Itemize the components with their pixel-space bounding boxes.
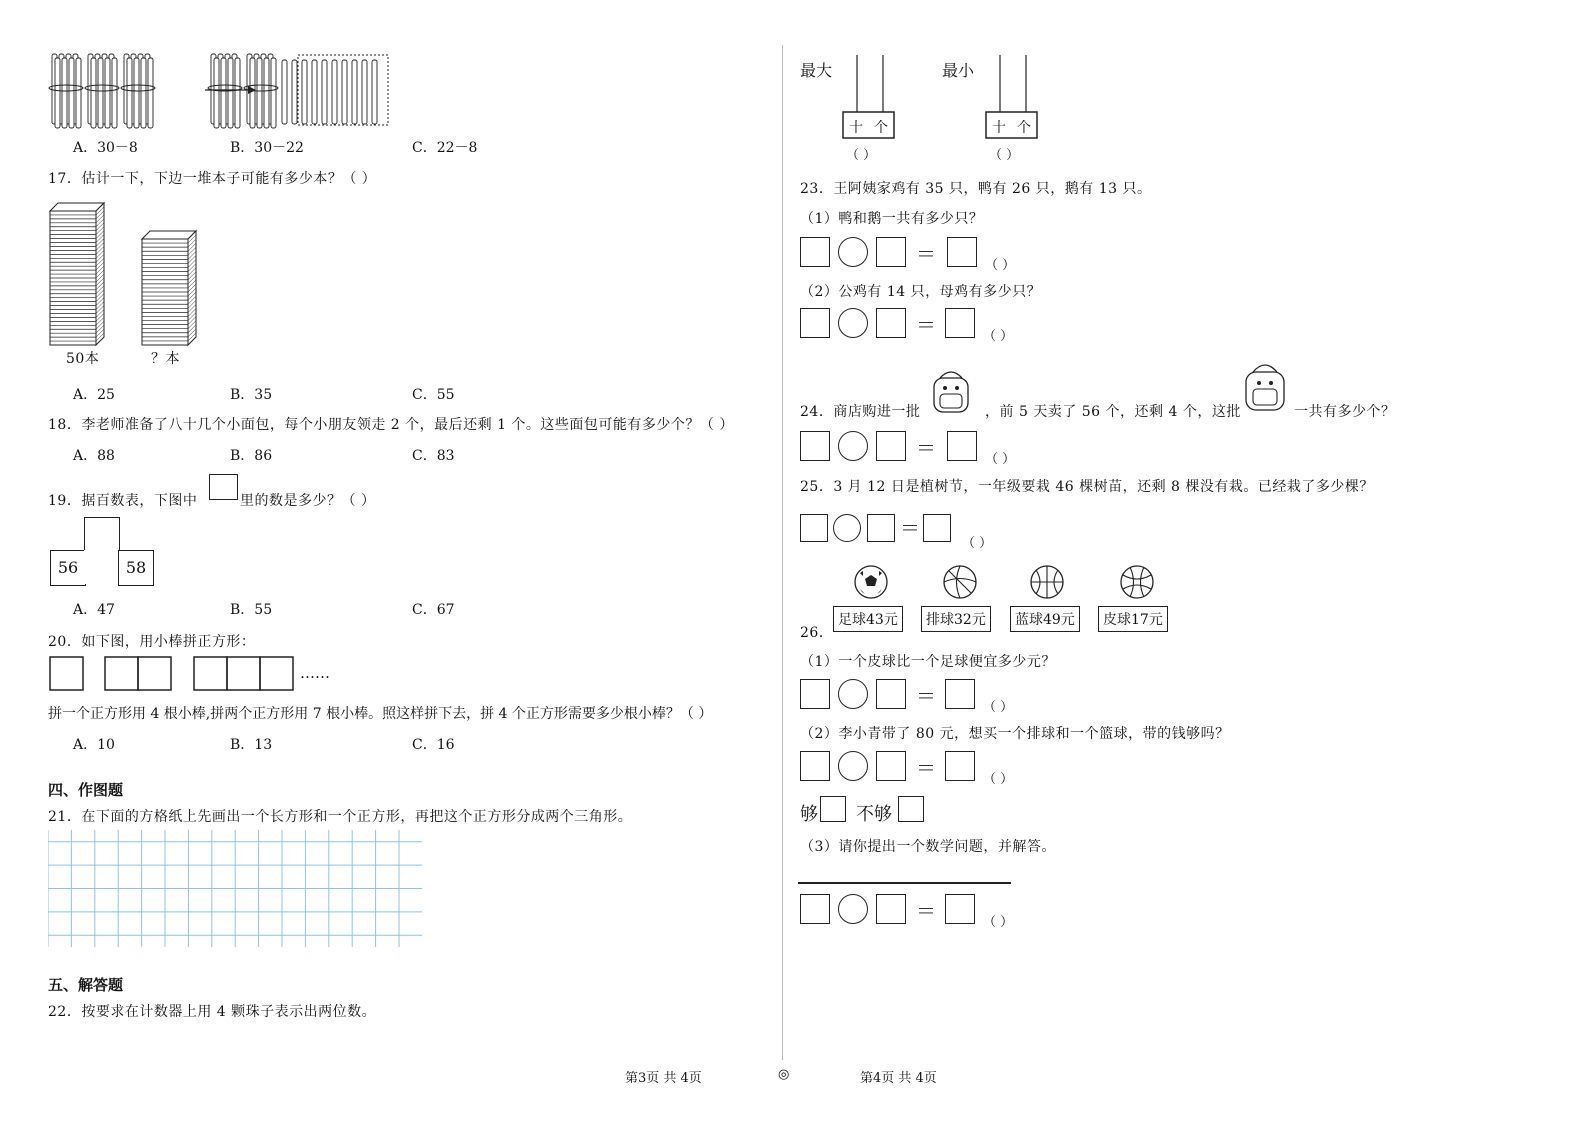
q19-left-box: 56 [50,550,86,586]
q26-1-box-b[interactable] [876,679,906,709]
page-divider [782,45,783,1060]
q25-box-result[interactable] [923,514,951,542]
q24-operator-circle[interactable] [838,431,868,461]
q25-box-b[interactable] [867,514,895,542]
q17-text: 17．估计一下，下边一堆本子可能有多少本？（ ） [48,171,377,187]
q25-operator-circle[interactable] [833,514,861,542]
q22-max-answer[interactable]: （ ） [846,148,877,163]
q25-box-a[interactable] [800,514,828,542]
q26-2-box-a[interactable] [800,751,830,781]
q17-book-stacks [45,198,215,348]
q23-sub2: （2）公鸡有 14 只，母鸡有多少只？ [800,284,1042,300]
q18-option-b[interactable]: B．86 [230,448,273,464]
footer-page-left: 第3页 共 4页 [625,1071,702,1086]
q26-number: 26． [800,625,834,641]
q26-price-rubber-ball: 皮球17元 [1098,606,1168,632]
basketball-icon [1028,563,1068,603]
q25-text: 25．3 月 12 日是植树节，一年级要栽 46 棵树苗，还剩 8 棵没有栽。已经栽了多少棵？ [800,479,1374,495]
q17-label-unknown: ？本 [151,351,180,367]
q20-ellipsis: …… [300,664,330,682]
q24-box-b[interactable] [876,431,906,461]
q26-price-soccer: 足球43元 [833,606,903,632]
q23-1-box-b[interactable] [876,237,906,267]
q22-min-answer[interactable]: （ ） [989,148,1020,163]
q17-option-a[interactable]: A．25 [73,387,115,403]
q23-1-box-a[interactable] [800,237,830,267]
q19-option-a[interactable]: A．47 [73,602,115,618]
q19-option-b[interactable]: B．55 [230,602,273,618]
q22-min-tens: 十 [992,120,1006,136]
q18-option-c[interactable]: C．83 [412,448,455,464]
q20-option-c[interactable]: C．16 [412,737,455,753]
q26-price-volleyball: 排球32元 [921,606,991,632]
section-4-heading: 四、作图题 [48,781,124,799]
q19-right-box: 58 [118,550,154,586]
q26-2-operator-circle[interactable] [838,751,868,781]
q26-2-box-b[interactable] [876,751,906,781]
q19-blank-cell [84,550,118,584]
q24-equals: ＝ [916,436,936,460]
q26-sub3: （3）请你提出一个数学问题，并解答。 [800,839,1056,855]
q22-min-ones: 个 [1017,120,1031,136]
q26-1-operator-circle[interactable] [838,679,868,709]
q20-text: 20．如下图，用小棒拼正方形： [48,634,256,650]
soccer-ball-icon [852,563,892,603]
q23-2-box-a[interactable] [800,308,830,338]
q18-text: 18．李老师准备了八十几个小面包，每个小朋友领走 2 个，最后还剩 1 个。这些面包可能有多少个？（ ） [48,417,734,433]
q16-option-a[interactable]: A．30－8 [73,140,138,156]
q23-1-unit[interactable]: （ ） [985,258,1016,273]
q16-option-c[interactable]: C．22－8 [412,140,478,156]
backpack-icon [926,364,976,416]
q26-not-enough-label: 不够 [856,804,892,825]
q23-2-unit[interactable]: （ ） [983,329,1014,344]
q23-1-equals: ＝ [916,242,936,266]
q25-unit[interactable]: （ ） [962,536,993,551]
q19-text-before: 19．据百数表，下图中 [48,493,198,509]
backpack-icon [1238,356,1292,414]
q26-3-unit[interactable]: （ ） [983,915,1014,930]
q26-1-unit[interactable]: （ ） [983,700,1014,715]
q24-unit[interactable]: （ ） [985,452,1016,467]
q24-part1: 24．商店购进一批 [800,404,921,420]
q23-2-box-b[interactable] [876,308,906,338]
q18-option-a[interactable]: A．88 [73,448,115,464]
q26-1-equals: ＝ [916,684,936,708]
q23-sub1: （1）鸭和鹅一共有多少只？ [800,211,984,227]
rubber-ball-icon [1118,563,1158,603]
q26-2-box-result[interactable] [945,751,975,781]
q16-sticks-figure [48,50,398,130]
volleyball-icon [941,563,981,603]
q23-1-box-result[interactable] [947,237,977,267]
q26-enough-checkbox[interactable] [820,796,846,822]
q26-3-box-a[interactable] [800,894,830,924]
q26-3-equals: ＝ [916,899,936,923]
q20-text2: 拼一个正方形用 4 根小棒,拼两个正方形用 7 根小棒。照这样拼下去，拼 4 个正方形需要多少根小棒？（ ） [48,706,713,722]
q21-grid-paper[interactable] [48,830,424,950]
q22-max-ones: 个 [874,120,888,136]
q26-3-box-result[interactable] [945,894,975,924]
q17-option-b[interactable]: B．35 [230,387,273,403]
q24-box-a[interactable] [800,431,830,461]
q23-2-box-result[interactable] [945,308,975,338]
q26-sub2: （2）李小青带了 80 元，想买一个排球和一个篮球，带的钱够吗？ [800,726,1230,742]
q24-box-result[interactable] [947,431,977,461]
q23-text: 23．王阿姨家鸡有 35 只，鸭有 26 只，鹅有 13 只。 [800,181,1152,197]
q19-inline-box [209,474,238,500]
q19-text-after: 里的数是多少？（ ） [240,493,376,509]
q22-text: 22．按要求在计数器上用 4 颗珠子表示出两位数。 [48,1004,377,1020]
q26-1-box-a[interactable] [800,679,830,709]
q26-3-question-line[interactable] [798,882,1011,884]
q17-option-c[interactable]: C．55 [412,387,455,403]
footer-page-right: 第4页 共 4页 [860,1071,937,1086]
q20-option-a[interactable]: A．10 [73,737,115,753]
section-5-heading: 五、解答题 [48,976,124,994]
q22-abacus-figures [835,55,1065,155]
q20-option-b[interactable]: B．13 [230,737,273,753]
q22-max-tens: 十 [849,120,863,136]
q19-top-box [84,517,120,553]
q23-1-operator-circle[interactable] [838,237,868,267]
footer-binding-mark: ◎ [778,1067,790,1082]
q25-equals: ＝ [900,516,920,540]
q23-2-equals: ＝ [916,313,936,337]
q17-label-50: 50本 [66,351,100,367]
q22-min-label: 最小 [942,61,975,80]
q26-2-unit[interactable]: （ ） [983,772,1014,787]
q26-price-basketball: 蓝球49元 [1010,606,1080,632]
q16-option-b[interactable]: B．30－22 [230,140,304,156]
q26-3-box-b[interactable] [876,894,906,924]
q24-part3: 一共有多少个？ [1294,404,1396,420]
q19-option-c[interactable]: C．67 [412,602,455,618]
q21-text: 21．在下面的方格纸上先画出一个长方形和一个正方形，再把这个正方形分成两个三角形。 [48,809,633,825]
q26-not-enough-checkbox[interactable] [898,796,924,822]
q24-part2: ，前 5 天卖了 56 个，还剩 4 个，这批 [985,404,1241,420]
q22-max-label: 最大 [800,61,833,80]
q26-1-box-result[interactable] [945,679,975,709]
q23-2-operator-circle[interactable] [838,308,868,338]
q26-2-equals: ＝ [916,756,936,780]
q26-3-operator-circle[interactable] [838,894,868,924]
q26-enough-label: 够 [800,804,818,825]
q26-sub1: （1）一个皮球比一个足球便宜多少元？ [800,654,1056,670]
